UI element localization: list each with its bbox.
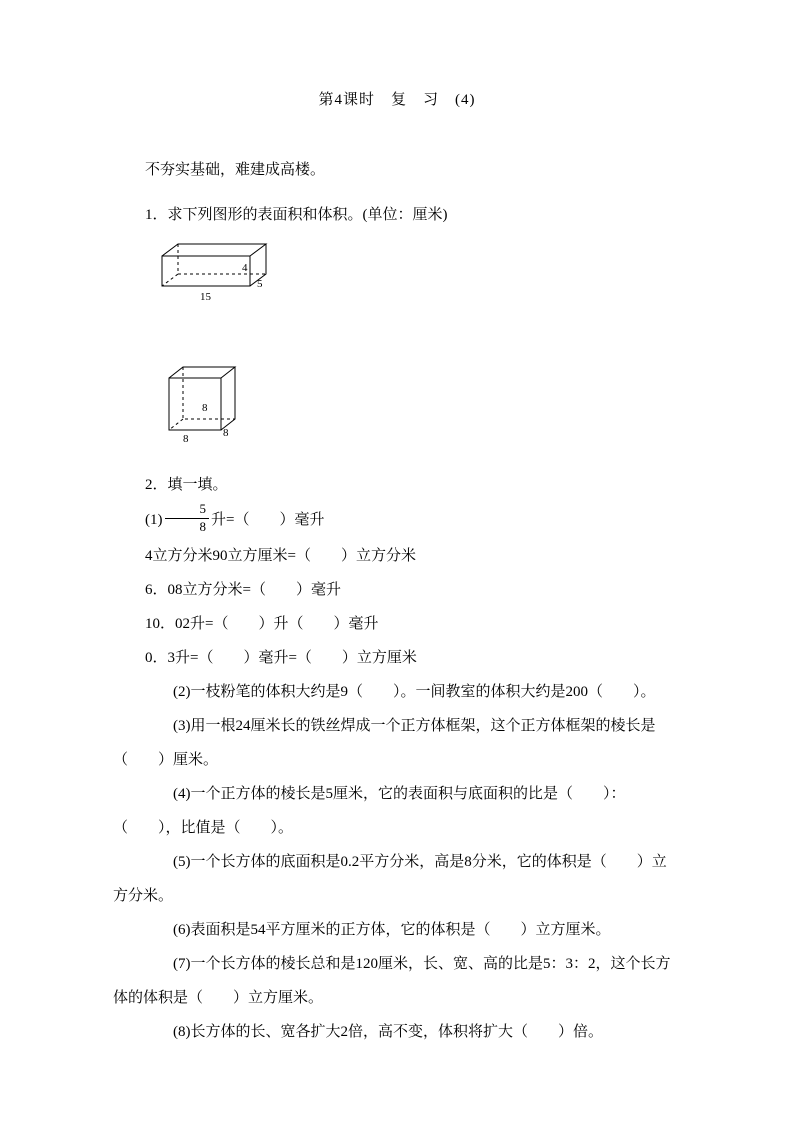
question-2-label: 2．填一填。 [145,477,228,493]
cube-figure [165,364,681,446]
fill-item-1-suffix: 升=（ ）毫升 [211,511,325,528]
cuboid-height-label: 4 [242,262,248,274]
cuboid-figure [160,240,681,306]
conversion-line: 6．08立方分米=（ ）毫升 [145,581,341,598]
fill-item-1 [113,502,681,539]
cuboid-length-label: 15 [200,291,211,303]
conversion-line: 4立方分米90立方厘米=（ ）立方分米 [145,547,416,564]
intro-text: 不夯实基础，难建成高楼。 [145,162,326,178]
fraction-five-eighths [165,502,210,535]
fraction-denominator: 8 [199,518,206,534]
cube-edge-label-depth: 8 [223,427,229,439]
fill-item-5: (5)一个长方体的底面积是0.2平方分米，高是8分米，它的体积是（ ）立方分米。 [113,853,667,904]
cuboid-depth-label: 5 [257,278,263,290]
fill-item-7: (7)一个长方体的棱长总和是120厘米，长、宽、高的比是5：3：2，这个长方体的体积是（ ）立方厘米。 [113,955,671,1006]
page-title: 第4课时 复 习 (4) [318,92,476,108]
fraction-numerator: 5 [165,502,210,519]
fill-item-4: (4)一个正方体的棱长是5厘米，它的表面积与底面积的比是（ ）：（ ），比值是（ ）。 [113,785,626,836]
question-1-label: 1．求下列图形的表面积和体积。(单位：厘米) [145,207,448,223]
cube-diagram [165,364,247,446]
fill-item-2: (2)一枝粉笔的体积大约是9（ ）。一间教室的体积大约是200（ ）。 [173,683,656,700]
conversion-line: 0．3升=（ ）毫升=（ ）立方厘米 [145,649,417,666]
fill-item-1-prefix: (1) [145,511,163,528]
cuboid-diagram [160,240,280,306]
cube-edge-label-bottom: 8 [183,433,189,445]
fill-item-3: (3)用一根24厘米长的铁丝焊成一个正方体框架，这个正方体框架的棱长是（ ）厘米。 [113,717,656,768]
cube-edge-label-inner: 8 [202,402,208,414]
fill-item-8: (8)长方体的长、宽各扩大2倍，高不变，体积将扩大（ ）倍。 [173,1023,603,1040]
conversion-line: 10．02升=（ ）升（ ）毫升 [145,615,379,632]
fill-item-6: (6)表面积是54平方厘米的正方体，它的体积是（ ）立方厘米。 [173,921,611,938]
